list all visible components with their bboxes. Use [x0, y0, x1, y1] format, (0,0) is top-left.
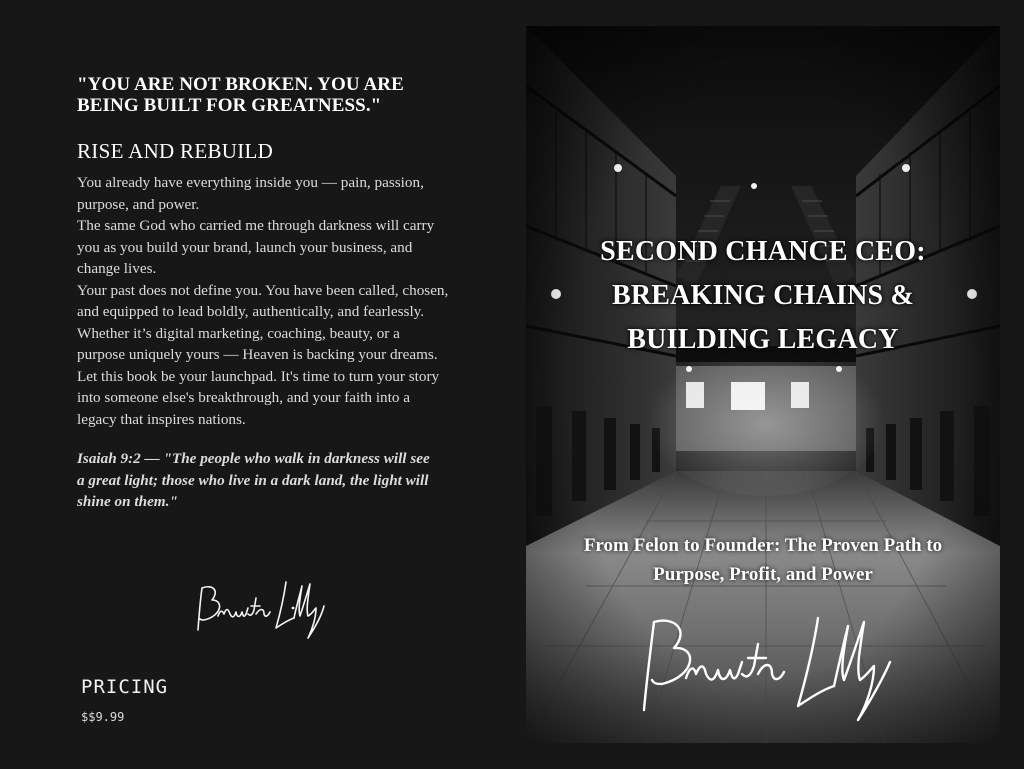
- book-subtitle: [526, 531, 1000, 589]
- back-cover-text: [77, 74, 449, 513]
- body-paragraph: The same God who carried me through darkness will carry you as you build your brand, launch your business, and change lives.: [77, 217, 435, 277]
- title-line: SECOND CHANCE CEO:: [600, 236, 926, 267]
- subtitle-line: Purpose, Profit, and Power: [653, 564, 873, 585]
- body-paragraph: Your past does not define you. You have been called, chosen, and equipped to lead boldly, authentically, and fearlessly.: [77, 281, 449, 320]
- book-cover: [526, 26, 1000, 743]
- body-copy: [77, 172, 449, 430]
- body-paragraph: You already have everything inside you — pain, passion, purpose, and power.: [77, 174, 424, 213]
- pricing-heading: PRICING: [81, 676, 169, 698]
- title-line: BREAKING CHAINS &: [611, 280, 915, 311]
- pull-quote: "YOU ARE NOT BROKEN. YOU ARE BEING BUILT FOR GREATNESS.": [77, 74, 404, 116]
- price-value: $$9.99: [81, 710, 125, 724]
- subtitle-line: From Felon to Founder: The Proven Path to: [583, 535, 943, 556]
- title-line: BUILDING LEGACY: [627, 324, 899, 355]
- author-signature-small: [190, 578, 330, 640]
- body-paragraph: Whether it’s digital marketing, coaching, beauty, or a purpose uniquely yours — Heaven is backing your dreams.: [77, 324, 438, 363]
- book-title: [526, 230, 1000, 362]
- section-heading: RISE AND REBUILD: [77, 139, 274, 163]
- author-signature-large: [634, 614, 900, 724]
- scripture-verse: Isaiah 9:2 — "The people who walk in darkness will see a great light; those who live in a dark land, the light will shine on them.": [77, 450, 430, 510]
- body-paragraph: Let this book be your launchpad. It's time to turn your story into someone else's breakthrough, and your faith into a legacy that inspires nations.: [77, 367, 440, 428]
